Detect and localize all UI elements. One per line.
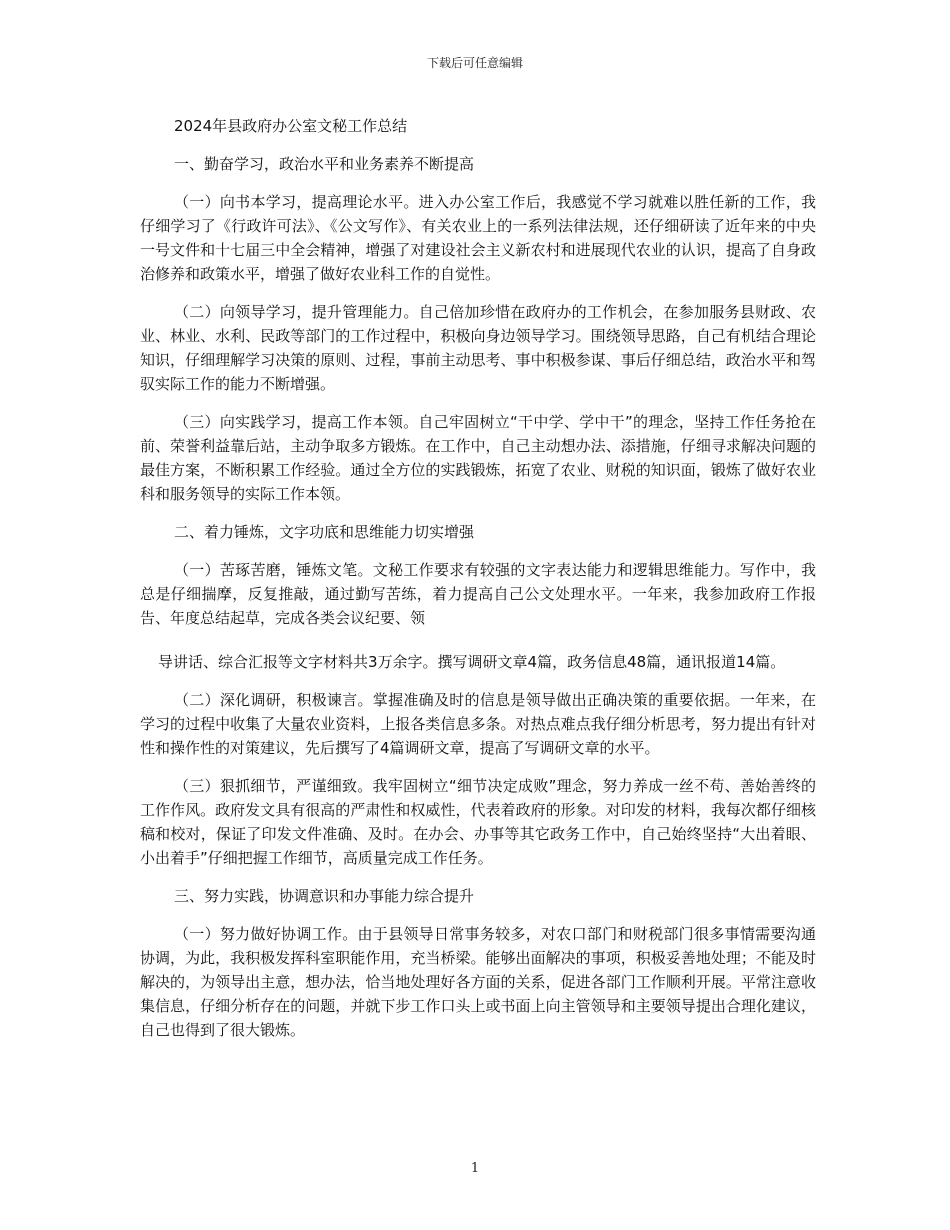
page-header-note: 下载后可任意编辑 [426,56,523,70]
section-heading-2: 二、着力锤炼，文字功底和思维能力切实增强 [174,523,475,541]
page-number: 1 [470,1161,480,1176]
paragraph: （一）苦琢苦磨，锤炼文笔。文秘工作要求有较强的文字表达能力和逻辑思维能力。写作中，我总是仔细揣摩，反复推敲，通过勤写苦练，着力提高自己公文处理水平。一年来，我参加政府工作报告、年度总结起草，完成各类会议纪要、领 [140,561,816,627]
paragraph: （一）努力做好协调工作。由于县领导日常事务较多，对农口部门和财税部门很多事情需要沟通协调，为此，我积极发挥科室职能作用，充当桥梁。能够出面解决的事项，积极妥善地处理；不能及时解决的，为领导出主意，想办法，恰当地处理好各方面的关系，促进各部门工作顺利开展。平常注意收集信息，仔细分析存在的问题，并就下步工作口头上或书面上向主管领导和主要领导提出合理化建议，自己也得到了很大锻炼。 [140,925,816,1039]
paragraph: （一）向书本学习，提高理论水平。进入办公室工作后，我感觉不学习就难以胜任新的工作，我仔细学习了《行政许可法》、《公文写作》、有关农业上的一系列法律法规，还仔细研读了近年来的中央一号文件和十七届三中全会精神，增强了对建设社会主义新农村和进展现代农业的认识，提高了自身政治修养和政策水平，增强了做好农业科工作的自觉性。 [140,193,816,283]
paragraph: （二）深化调研，积极谏言。掌握准确及时的信息是领导做出正确决策的重要依据。一年来，在学习的过程中收集了大量农业资料，上报各类信息多条。对热点难点我仔细分析思考，努力提出有针对性和操作性的对策建议，先后撰写了4篇调研文章，提高了写调研文章的水平。 [140,691,816,757]
section-heading-3: 三、努力实践，协调意识和办事能力综合提升 [174,887,475,905]
paragraph: （二）向领导学习，提升管理能力。自己倍加珍惜在政府办的工作机会，在参加服务县财政、农业、林业、水利、民政等部门的工作过程中，积极向身边领导学习。围绕领导思路，自己有机结合理论知识，仔细理解学习决策的原则、过程，事前主动思考、事中积极参谋、事后仔细总结，政治水平和驾驭实际工作的能力不断增强。 [140,303,816,393]
paragraph: （三）向实践学习，提高工作本领。自己牢固树立“干中学、学中干”的理念，坚持工作任务抢在前、荣誉利益靠后站，主动争取多方锻炼。在工作中，自己主动想办法、添措施，仔细寻求解决问题的最佳方案，不断积累工作经验。通过全方位的实践锻炼，拓宽了农业、财税的知识面，锻炼了做好农业科和服务领导的实际工作本领。 [140,413,816,503]
document-body [140,114,816,1056]
paragraph: （三）狠抓细节，严谨细致。我牢固树立“细节决定成败”理念，努力养成一丝不苟、善始善终的工作作风。政府发文具有很高的严肃性和权威性，代表着政府的形象。对印发的材料，我每次都仔细核稿和校对，保证了印发文件准确、及时。在办会、办事等其它政务工作中，自己始终坚持“大出着眼、小出着手”仔细把握工作细节，高质量完成工作任务。 [140,777,816,867]
paragraph-continuation: 导讲话、综合汇报等文字材料共3万余字。撰写调研文章4篇，政务信息48篇，通讯报道14篇。 [158,653,786,671]
document-title: 2024年县政府办公室文秘工作总结 [174,117,408,135]
section-heading-1: 一、勤奋学习，政治水平和业务素养不断提高 [174,155,475,173]
